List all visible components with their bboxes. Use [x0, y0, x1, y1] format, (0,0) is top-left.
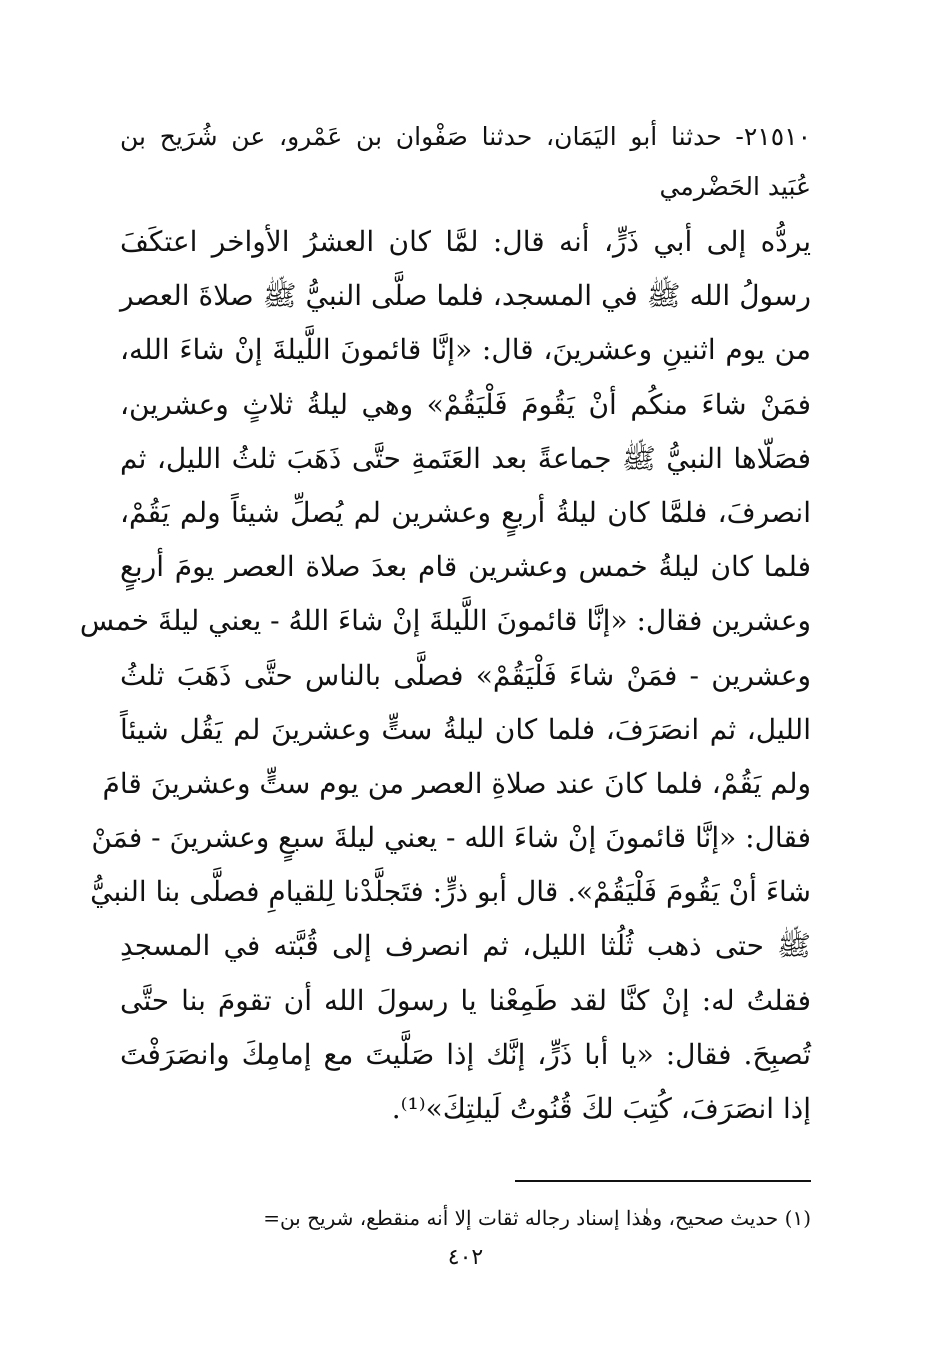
hadith-matn: [79, 215, 811, 1136]
footnote: (١) حديث صحيح، وهٰذا إسناد رجاله ثقات إلا أنه منقطع، شريح بن=: [263, 1206, 811, 1230]
text-line: انصرفَ، فلمَّا كان ليلةُ أربعٍ وعشرين لم يُصلِّ شيئاً ولم يَقُمْ،: [120, 495, 811, 529]
text-line: تُصبِحَ. فقال: «يا أبا ذَرٍّ، إنَّك إذا صَلَّيتَ مع إمامِكَ وانصَرَفْتَ: [120, 1037, 811, 1071]
text-line: وعشرين - فمَنْ شاءَ فَلْيَقُمْ» فصلَّى بالناس حتَّى ذَهَبَ ثلثُ: [120, 658, 811, 692]
text-line: ولم يَقُمْ، فلما كانَ عند صلاةِ العصر من يوم ستٍّ وعشرينَ قامَ: [102, 766, 811, 800]
text-line: وعشرين فقال: «إنَّا قائمونَ اللَّيلةَ إنْ شاءَ اللهُ - يعني ليلةَ خمس: [79, 604, 811, 638]
text-line: شاءَ أنْ يَقُومَ فَلْيَقُمْ». قال أبو ذرٍّ: فتَجلَّدْنا لِلقيامِ فصلَّى بنا النبيُّ: [90, 875, 811, 909]
text-line: فمَنْ شاءَ منكُم أنْ يَقُومَ فَلْيَقُمْ» وهي ليلةُ ثلاثٍ وعشرين،: [120, 387, 811, 421]
text-line: يردُّه إلى أبي ذَرٍّ، أنه قال: لمَّا كان العشرُ الأواخر اعتكَفَ: [120, 225, 811, 258]
footnote-divider: [515, 1180, 811, 1182]
text-line: من يوم اثنينِ وعشرينَ، قال: «إنَّا قائمونَ اللَّيلةَ إنْ شاءَ الله،: [120, 333, 811, 367]
text-line: فصَلّاها النبيُّ ﷺ جماعةً بعد العَتَمةِ حتَّى ذَهَبَ ثلثُ الليل، ثم: [120, 441, 811, 475]
text-line: ﷺ حتى ذهب ثُلُثا الليل، ثم انصرف إلى قُبَّته في المسجدِ: [120, 929, 811, 963]
text-line: فقال: «إنَّا قائمونَ إنْ شاءَ الله - يعني ليلةَ سبعٍ وعشرينَ - فمَنْ: [91, 821, 811, 855]
text-line: فقلتُ له: إنْ كنَّا لقد طَمِعْنا يا رسولَ الله أن تقومَ بنا حتَّى: [120, 983, 811, 1017]
text-line: إذا انصَرَفَ، كُتِبَ لكَ قُنُوتُ لَيلتِكَ»⁽¹⁾.: [391, 1092, 811, 1125]
hadith-isnad: [120, 112, 811, 212]
isnad-line: عُبَيد الحَضْرمي: [659, 172, 811, 201]
page-number: ٤٠٢: [447, 1245, 484, 1270]
text-line: فلما كان ليلةُ خمس وعشرين قام بعدَ صلاة العصر يومَ أربعٍ: [120, 550, 811, 584]
isnad-line: ٢١٥١٠- حدثنا أبو اليَمَان، حدثنا صَفْوان بن عَمْرو، عن شُرَيح بن: [120, 122, 811, 151]
text-line: الليل، ثم انصَرَفَ، فلما كان ليلةُ ستٍّ وعشرينَ لم يَقُل شيئاً: [120, 712, 811, 746]
text-line: رسولُ الله ﷺ في المسجد، فلما صلَّى النبيُّ ﷺ صلاةَ العصر: [120, 279, 811, 313]
